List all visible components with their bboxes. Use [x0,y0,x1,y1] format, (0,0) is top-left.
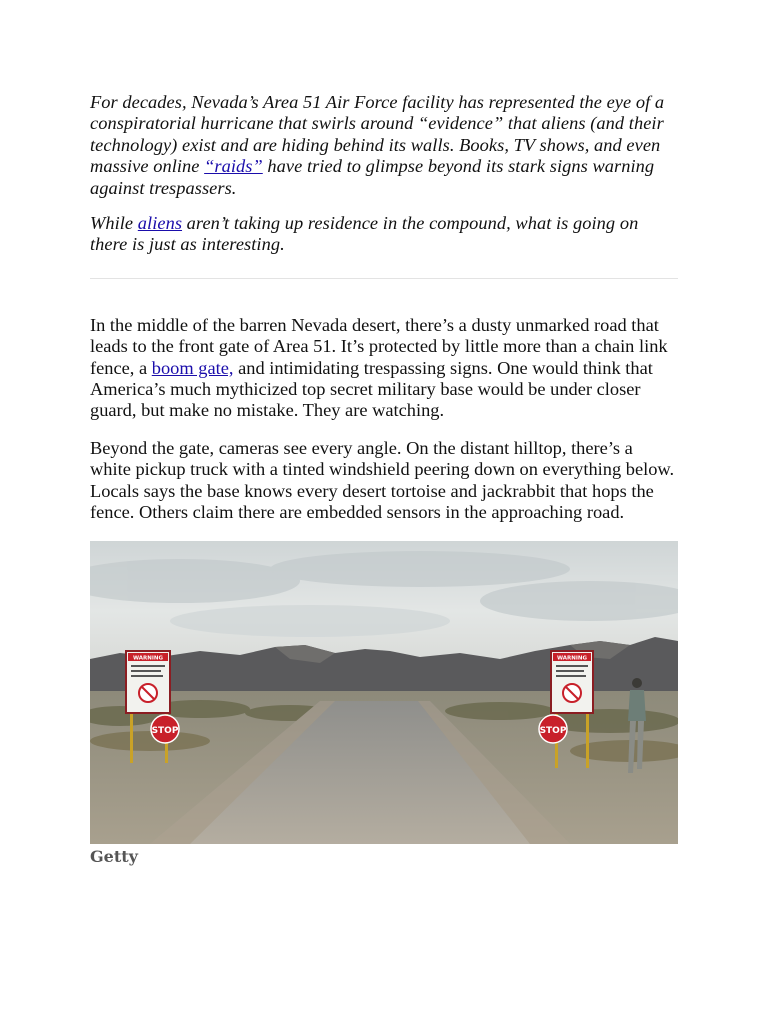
article-content [90,92,678,866]
body-paragraph-2: Beyond the gate, cameras see every angle. On the distant hilltop, there’s a white pickup truck with a tinted windshield peering down on everything below. Locals says the base knows every desert tortoise and jackrabbit that hops the fence. Others claim there are embedded sensors in the approaching road. [90,437,675,523]
left-warning-text: WARNING [132,655,164,661]
photo-caption: Getty [90,846,138,866]
intro-p2-text-before: While [90,213,138,234]
intro-paragraph-1 [90,92,678,199]
section-divider [90,278,678,279]
body-paragraph-1 [90,315,678,422]
intro-paragraph-2 [90,213,678,256]
body-p1-text-before: In the middle of the barren Nevada desert, there’s a dusty unmarked road that leads to the front gate of Area 51. It’s protected by little more than a chain link fence, a [90,314,668,378]
right-stop-text: STOP [539,725,567,736]
left-stop-text: STOP [151,725,179,736]
raids-link[interactable]: “raids” [204,156,263,177]
aliens-link[interactable]: aliens [137,213,183,234]
intro-p1-text-after: have tried to glimpse beyond its stark signs warning against trespassers. [90,156,655,198]
right-warning-text: WARNING [556,655,588,661]
intro-p2-text-after: aren’t taking up residence in the compound, what is going on there is just as interesting. [90,213,639,255]
area51-gate-photo [90,541,678,844]
body-p1-text-after: and intimidating trespassing signs. One would think that America’s much mythicized top secret military base would be under closer guard, but make no mistake. They are watching. [90,357,653,421]
boom-gate-link[interactable]: boom gate, [151,357,234,378]
intro-p1-text-before: For decades, Nevada’s Area 51 Air Force facility has represented the eye of a conspiratorial hurricane that swirls around “evidence” that aliens (and their technology) exist and are hiding behind its walls. Books, TV shows, and even massive online [90,92,665,177]
